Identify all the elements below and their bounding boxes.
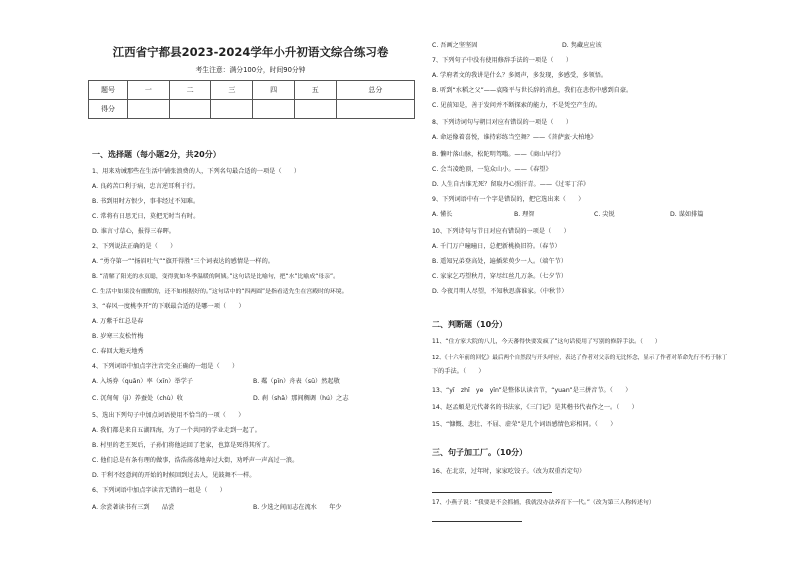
score-cell: 一 [128,81,170,100]
question-line: A. 余尝著读书有三到 品尝 [92,504,175,511]
question-line: A. 良药苦口利于病，忠言逆耳利于行。 [92,183,200,190]
score-cell [253,100,295,119]
answer-blank-line[interactable] [432,492,552,493]
section-heading: 三、句子加工厂。（10分） [432,448,528,457]
section-heading: 一、选择题（每小题2分，共20分） [92,150,221,159]
question-line: 3、“春风一度桃李开”的下联最合适的是哪一项（ ） [92,303,245,310]
question-line: C. 沉甸甸（jì）养蚕处（chù）收 [92,395,183,402]
question-line: D. 刹（shā）那间稠调（hú）之志 [253,395,349,402]
question-line: D. 人生自古谁无死？留取丹心照汗青。——《过零丁洋》 [432,181,590,188]
question-line: B. 遥知兄弟登高处，遍插茱萸少一人。（端午节） [432,258,568,265]
question-line: A. 入场券（quān）率（xīn）举学子 [92,378,193,385]
question-line: 14、赵孟頫是元代著名的书法家，《三门记》是其楷书代表作之一。（ ） [432,404,638,411]
score-cell: 二 [169,81,211,100]
question-line: C. 常将有日思无日，莫把无时当有时。 [92,213,200,220]
question-line: 10、下列诗句与节日对应有错误的一项是（ ） [432,228,570,235]
question-line: B. 懒叶落山脉，松陀明驾嗡。——《商山早行》 [432,151,564,158]
question-line: D. 干利不经意间的开始的时候回到过去人，见鼓舞不一样。 [92,472,256,479]
answer-blank-line[interactable] [432,521,522,522]
question-line: A. 学府者文的我讲是什么？多阅声，多发现，多感受，多领悟。 [432,72,608,79]
question-line: C. 家家乞巧望秋月，穿尽红丝几万条。（七夕节） [432,273,568,280]
question-line: A. 千门万户曈曈日，总把新桃换旧符。（春节） [432,243,561,250]
exam-note: 考生注意：满分100分，时间90分钟 [195,66,306,74]
question-line: B. 粼（pīn）舟表（sū）然起敬 [253,378,340,385]
question-line: 15、“慷慨、悲壮、不屈、虚荣”是几个词语感情色彩相同。（ ） [432,421,617,428]
question-line: B. “清解了阳光的水页聪，变得犹如冬季温暖的阿姨。”这句话是比喻句，把“水”比喻成“母亲”。 [92,274,339,280]
question-line: 4、下列词语中加点字注音完全正确的一组是（ ） [92,363,239,370]
question-line: 12、《十六年前的回忆》最后两个自然段与开头呼应，表达了作者对父亲的无比怀念，显示了作者对革命先行不朽于脉丁 [432,355,728,361]
question-line: B. 听到“水稻之父”——袁隆平与世长辞的消息，我们在悲伤中感到自豪。 [432,87,633,94]
question-line: C. 他们总是有条有理的做事，浩浩荡荡地奔过大街，劝呼声一声高过一浪。 [92,457,299,464]
question-line: B. 村里的老王死后，子孙们将他运回了老家，也算是死得其所了。 [92,442,274,449]
score-cell [336,100,414,119]
question-line: 16、在北京，过年时，家家吃饺子。（改为双重否定句） [432,468,586,475]
score-table [88,80,415,119]
question-line: A. 万紫千红总是春 [92,318,144,325]
question-line: A. 我们都是来自五湖四海，为了一个共同的学业走到一起了。 [92,427,261,434]
score-table-score-row [89,100,415,119]
question-line: B. 书到用时方恨少，事非经过不知难。 [92,198,200,205]
score-cell [128,100,170,119]
score-cell: 总分 [336,81,414,100]
question-line: 17、小燕子说：“我要是不会抓捕，我就没办法养育下一代。”（改为第三人称转述句） [432,500,655,506]
question-line: C. 尖锐 [594,211,615,218]
question-line: 11、“住方家大院的八儿，今天蕃得快要发疯了”这句话使用了写别的修辞手法。（ ） [432,339,661,345]
score-cell [294,100,336,119]
question-line: 1、用来劝诫那些在生活中铺张浪费的人，下列名句最合适的一项是（ ） [92,168,301,175]
question-line: 6、下列词语中加点字读音无错的一组是（ ） [92,487,226,494]
question-line: D. 谋如排篇 [670,211,704,218]
question-line: C. 吾画之坚坚固 [432,42,478,49]
exam-title: 江西省宁都县2023-2024学年小升初语文综合练习卷 [112,45,389,59]
question-line: C. 见前知是，善于发问并不断探索的能力，不是凭空产生的。 [432,102,602,109]
question-line: D. 今夜月明人尽望，不知秋思落谁家。（中秋节） [432,288,568,295]
question-line: 5、选出下列句子中加点词语使用不恰当的一项（ ） [92,412,245,419]
score-cell [211,100,253,119]
question-line: D. 谁言寸草心，报得三春晖。 [92,228,175,235]
question-line: A. “勇夺第一”“扬眉吐气”“旗开得胜”三个词表达的感情是一样的。 [92,258,274,265]
question-line: C. 春回大地天地秀 [92,348,144,355]
question-line: 13、“yī zhī ye yīn”是整体认读音节，“yuan”是三拼音节。（ ） [432,387,632,394]
question-line: 7、下列句子中没有使用修辞手法的一项是（ ） [432,57,573,64]
section-heading: 二、判断题（10分） [432,320,508,329]
score-table-header-row [89,81,415,100]
score-cell [169,100,211,119]
question-line: C. 生活中如果没有幽默的，还不如根据好的。”这句话中的“四两圆”是指看适先生在宫殿时的环境。 [92,289,348,295]
question-line: 9、下列词语中有一个字是错误的，把它选出来（ ） [432,196,585,203]
question-line: 2、下列说法正确的是（ ） [92,243,177,250]
question-line: 8、下列诗词句与朝目对应有错误的一项是（ ） [432,119,573,126]
score-cell: 四 [253,81,295,100]
question-line: B. 理智 [514,211,535,218]
question-line: A. 懂长 [432,211,453,218]
question-line: A. 命运像着喜悦，谁持彩练当空舞？——《菩萨蛮·大柏地》 [432,134,597,141]
score-cell: 得分 [89,100,128,119]
question-line: C. 会当凌绝顶，一览众山小。——《春望》 [432,166,552,173]
question-line: D. 隽藏应应该 [562,42,602,49]
score-cell: 三 [211,81,253,100]
question-line: B. 少选之间而志在流水 年少 [253,504,342,511]
question-line: B. 岁寒三友松竹梅 [92,333,144,340]
question-line: 下的手法。（ ） [432,368,485,375]
score-cell: 五 [294,81,336,100]
score-cell: 题号 [89,81,128,100]
